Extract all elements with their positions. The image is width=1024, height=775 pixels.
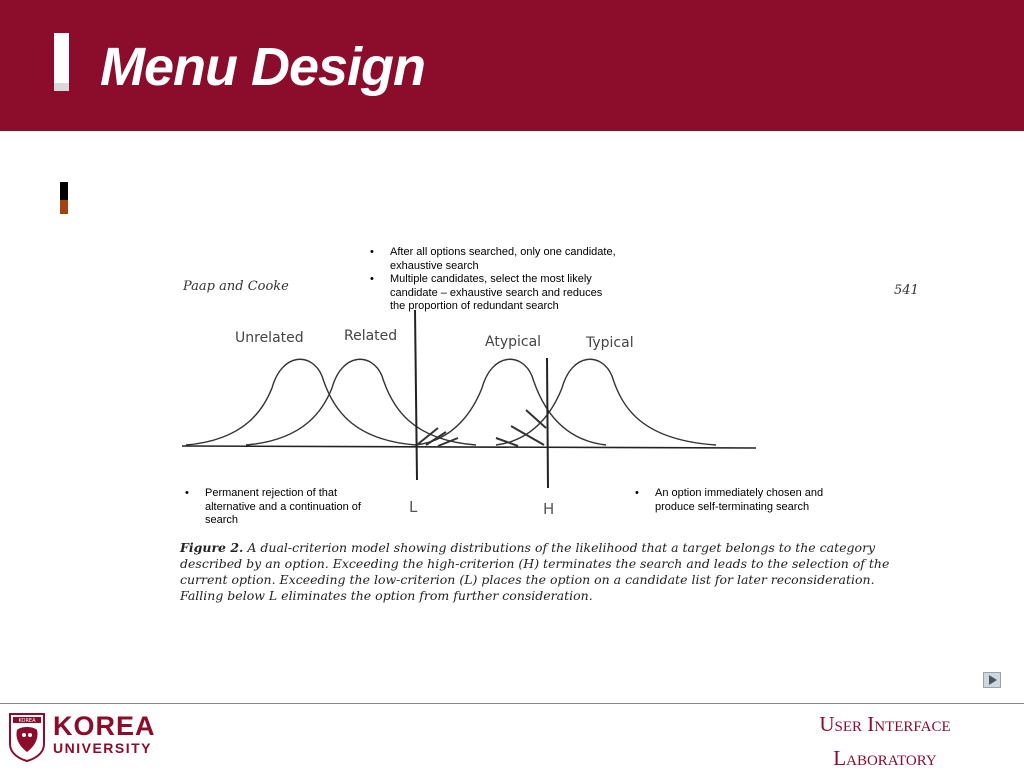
figure-caption-text: A dual-criterion model showing distributions of the likelihood that a target belongs to the category described by an option. Exceeding the high-criterion (H) terminates the search and leads to the selection of the current option. Exceeding the low-criterion (L) places the option on a candidate list for later reconsideration. Falling below L eliminates the option from further consideration. — [180, 540, 890, 603]
university-logo — [8, 711, 168, 763]
page-title: Menu Design — [100, 37, 426, 97]
next-slide-button[interactable] — [983, 672, 1001, 688]
curve-label-unrelated: Unrelated — [235, 330, 304, 346]
baseline-axis — [182, 446, 756, 448]
hatch-mark — [526, 410, 546, 428]
left-note-bullets — [183, 487, 373, 528]
curve-label-related: Related — [344, 328, 398, 344]
note-bullet: • After all options searched, only one candidate, exhaustive search — [368, 246, 618, 273]
low-criterion-line — [415, 310, 417, 480]
figure-source-label: Paap and Cooke — [183, 279, 289, 294]
note-bullet: • An option immediately chosen and produce self-terminating search — [633, 487, 853, 514]
play-triangle-icon — [989, 675, 997, 685]
curve-related — [246, 359, 476, 445]
high-criterion-line — [547, 358, 548, 488]
logo-university-text: UNIVERSITY — [53, 740, 153, 756]
logo-korea-text: KOREA — [53, 711, 156, 741]
seal-text: KOREA — [18, 718, 36, 724]
title-accent-bar — [54, 33, 69, 91]
curve-typical — [496, 359, 716, 445]
figure-caption — [180, 540, 916, 604]
lab-name-line1: User Interface — [819, 712, 951, 736]
right-note-bullets — [633, 487, 853, 514]
figure-caption-label: Figure 2. — [180, 540, 244, 555]
hatch-mark — [511, 426, 544, 445]
figure-page-number: 541 — [894, 283, 919, 298]
university-seal-icon — [8, 712, 46, 762]
curve-label-typical: Typical — [586, 335, 634, 351]
curve-unrelated — [186, 359, 416, 445]
title-bar — [0, 0, 1024, 131]
curve-label-atypical: Atypical — [485, 334, 542, 350]
note-bullet: • Multiple candidates, select the most likely candidate – exhaustive search and reduces the proportion of redundant search — [368, 273, 618, 314]
bullet-marker — [60, 182, 68, 214]
top-note-bullets — [368, 246, 618, 314]
lab-name-line2: Laboratory — [833, 746, 937, 770]
lab-name — [780, 707, 990, 775]
high-criterion-label: H — [543, 500, 555, 518]
footer-divider — [0, 703, 1024, 704]
note-bullet: • Permanent rejection of that alternative and a continuation of search — [183, 487, 373, 528]
low-criterion-label: L — [409, 498, 418, 516]
